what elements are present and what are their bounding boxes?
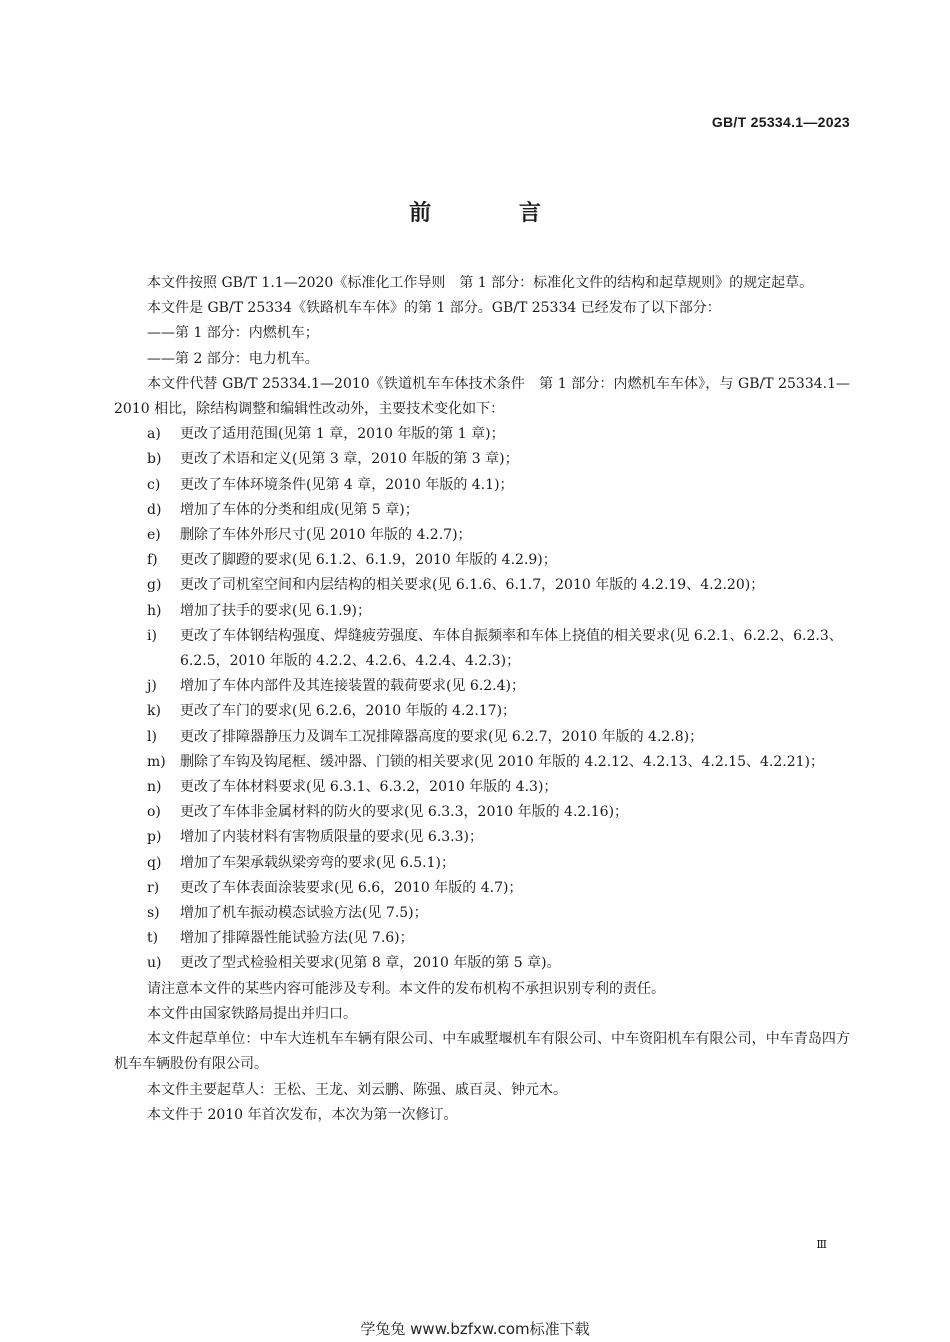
item-text: 增加了内装材料有害物质限量的要求(见 6.3.3)； bbox=[180, 829, 483, 846]
item-label: t) bbox=[147, 930, 159, 947]
list-item-change bbox=[114, 926, 850, 951]
list-item-change bbox=[114, 825, 850, 850]
item-text: 更改了车门的要求(见 6.2.6，2010 年版的 4.2.17)； bbox=[180, 703, 517, 720]
list-item-change bbox=[114, 699, 850, 724]
item-label: p) bbox=[147, 829, 162, 846]
list-item-change bbox=[114, 447, 850, 472]
item-text: 更改了司机室空间和内层结构的相关要求(见 6.1.6、6.1.7，2010 年版的 4.2.19、4.2.20)； bbox=[180, 577, 765, 594]
paragraph-patent-notice: 请注意本文件的某些内容可能涉及专利。本文件的发布机构不承担识别专利的责任。 bbox=[147, 980, 665, 997]
item-label: c) bbox=[147, 476, 161, 493]
item-text: 更改了术语和定义(见第 3 章，2010 年版的第 3 章)； bbox=[180, 451, 519, 468]
item-text: 更改了车体环境条件(见第 4 章，2010 年版的 4.1)； bbox=[180, 476, 514, 493]
item-label: m) bbox=[147, 753, 166, 770]
list-item-part: ——第 1 部分：内燃机车； bbox=[147, 325, 319, 342]
item-label: q) bbox=[147, 854, 162, 871]
item-text: 增加了车体内部件及其连接装置的载荷要求(见 6.2.4)； bbox=[180, 678, 525, 695]
list-item-change bbox=[114, 674, 850, 699]
item-label: d) bbox=[147, 501, 162, 518]
footer-watermark: 学兔兔 www.bzfxw.com标准下载 bbox=[360, 1320, 590, 1338]
item-label: l) bbox=[147, 728, 157, 745]
paragraph-history: 本文件于 2010 年首次发布，本次为第一次修订。 bbox=[147, 1106, 458, 1123]
item-text: 增加了车体的分类和组成(见第 5 章)； bbox=[180, 501, 419, 518]
list-item-change bbox=[114, 901, 850, 926]
list-item-change bbox=[114, 800, 850, 825]
item-text: 增加了排障器性能试验方法(见 7.6)； bbox=[180, 930, 414, 947]
item-label: i) bbox=[147, 627, 157, 644]
item-text: 更改了车体表面涂装要求(见 6.6，2010 年版的 4.7)； bbox=[180, 879, 523, 896]
page-number: Ⅲ bbox=[816, 1238, 828, 1251]
list-item-change bbox=[114, 725, 850, 750]
list-item-change bbox=[114, 876, 850, 901]
list-item-change bbox=[114, 523, 850, 548]
list-item-change bbox=[114, 573, 850, 598]
item-text: 更改了车体材料要求(见 6.3.1、6.3.2，2010 年版的 4.3)； bbox=[180, 779, 558, 796]
item-label: o) bbox=[147, 804, 161, 821]
item-label: a) bbox=[147, 426, 161, 443]
item-text: 更改了车体非金属材料的防火的要求(见 6.3.3，2010 年版的 4.2.16)； bbox=[180, 804, 629, 821]
item-text: 删除了车体外形尺寸(见 2010 年版的 4.2.7)； bbox=[180, 527, 472, 544]
changes-list bbox=[114, 422, 850, 976]
page-title: 前 言 bbox=[409, 201, 581, 226]
item-text: 增加了车架承载纵梁旁弯的要求(见 6.5.1)； bbox=[180, 854, 455, 871]
paragraph-drafting-basis: 本文件按照 GB/T 1.1—2020《标准化工作导则 第 1 部分：标准化文件的结构和起草规则》的规定起草。 bbox=[147, 275, 814, 291]
item-label: f) bbox=[147, 552, 158, 569]
item-text: 更改了型式检验相关要求(见第 8 章，2010 年版的第 5 章)。 bbox=[180, 955, 561, 972]
list-item-change bbox=[114, 599, 850, 624]
item-label: n) bbox=[147, 779, 162, 796]
item-label: g) bbox=[147, 577, 162, 594]
item-label: e) bbox=[147, 527, 161, 544]
list-item-change bbox=[114, 624, 850, 674]
item-label: j) bbox=[147, 678, 157, 695]
list-item-change bbox=[114, 422, 850, 447]
list-item-change bbox=[114, 951, 850, 976]
item-label: h) bbox=[147, 602, 162, 619]
item-text: 删除了车钩及钩尾框、缓冲器、门锁的相关要求(见 2010 年版的 4.2.12、4.2.13、4.2.15、4.2.21)； bbox=[180, 753, 825, 770]
paragraph-proposer: 本文件由国家铁路局提出并归口。 bbox=[147, 1005, 357, 1022]
paragraph-replacement: 本文件代替 GB/T 25334.1—2010《铁道机车车体技术条件 第 1 部分：内燃机车车体》，与 GB/T 25334.1—2010 相比，除结构调整和编辑性改动外，主要技术变化如下： bbox=[114, 375, 850, 418]
item-label: s) bbox=[147, 905, 160, 922]
item-text: 增加了机车振动模态试验方法(见 7.5)； bbox=[180, 905, 428, 922]
item-label: b) bbox=[147, 451, 162, 468]
list-item-change bbox=[114, 851, 850, 876]
item-text: 更改了排障器静压力及调车工况排障器高度的要求(见 6.2.7，2010 年版的 4.2.8)； bbox=[180, 728, 704, 745]
paragraph-drafters: 本文件主要起草人：王松、王龙、刘云鹏、陈强、戚百灵、钟元木。 bbox=[147, 1081, 567, 1098]
item-text: 增加了扶手的要求(见 6.1.9)； bbox=[180, 602, 371, 619]
paragraph-drafting-units: 本文件起草单位：中车大连机车车辆有限公司、中车戚墅堰机车有限公司、中车资阳机车有限公司，中车青岛四方机车车辆股份有限公司。 bbox=[114, 1031, 850, 1073]
list-item-change bbox=[114, 473, 850, 498]
item-label: k) bbox=[147, 703, 161, 720]
item-text: 更改了车体钢结构强度、焊缝疲劳强度、车体自振频率和车体上挠值的相关要求(见 6.2.1、6.2.2、6.2.3、6.2.5，2010 年版的 4.2.2、4.2.6、4.2.4、4.2.3)； bbox=[180, 627, 843, 670]
standard-code: GB/T 25334.1—2023 bbox=[711, 114, 850, 130]
list-item-change bbox=[114, 750, 850, 775]
foreword-body bbox=[114, 271, 850, 1128]
list-item-change bbox=[114, 548, 850, 573]
item-text: 更改了脚蹬的要求(见 6.1.2、6.1.9，2010 年版的 4.2.9)； bbox=[180, 552, 557, 569]
paragraph-part-intro: 本文件是 GB/T 25334《铁路机车车体》的第 1 部分。GB/T 25334 已经发布了以下部分： bbox=[147, 300, 721, 317]
list-item-change bbox=[114, 775, 850, 800]
item-label: u) bbox=[147, 955, 162, 972]
item-label: r) bbox=[147, 879, 160, 896]
list-item-change bbox=[114, 498, 850, 523]
list-item-part: ——第 2 部分：电力机车。 bbox=[147, 350, 319, 367]
item-text: 更改了适用范围(见第 1 章，2010 年版的第 1 章)； bbox=[180, 426, 505, 443]
